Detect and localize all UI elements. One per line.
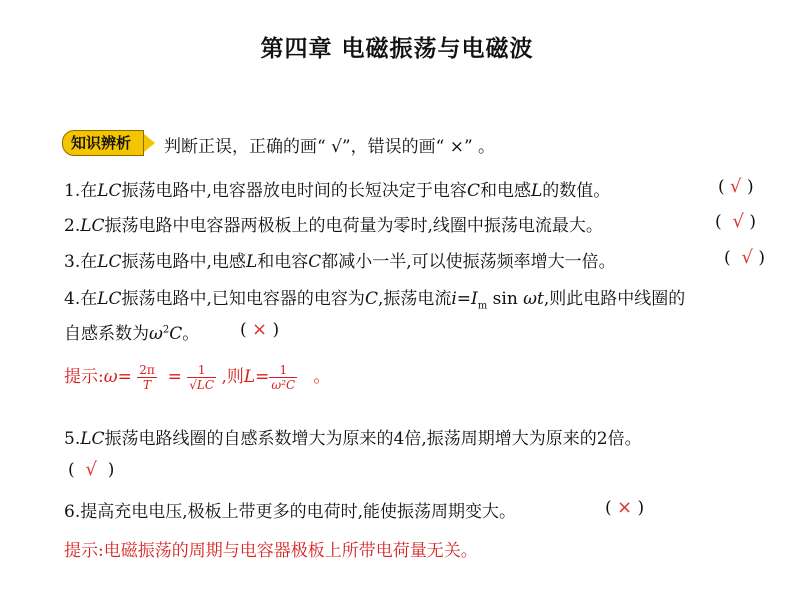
question-1: 1.在LC振荡电路中,电容器放电时间的长短决定于电容C和电感L的数值。 <box>64 181 611 201</box>
check-icon: √ <box>741 247 753 268</box>
fraction-1-over-sqrt-LC: $\frac{1}{√LC}$ <box>189 363 215 392</box>
hint-2: 提示:电磁振荡的周期与电容器极板上所带电荷量无关。 <box>64 541 478 561</box>
fraction-2pi-over-T: $\frac{2\pi}{T}$ <box>139 363 155 392</box>
answer-5: ( √ ) <box>68 459 115 480</box>
fraction-1-over-omega2C: $\frac{1}{\text{ω²C}}$ <box>271 363 296 392</box>
answer-6: ( × ) <box>605 497 645 518</box>
answer-4: ( × ) <box>240 319 280 340</box>
cross-icon: × <box>252 319 268 340</box>
question-2: 2.LC振荡电路中电容器两极板上的电荷量为零时,线圈中振荡电流最大。 <box>64 216 603 236</box>
answer-2: ( √ ) <box>715 211 756 232</box>
question-4-continued: 自感系数为$\omega^2C$。 <box>64 324 200 344</box>
answer-1: ( √ ) <box>718 176 754 197</box>
question-3: 3.在LC振荡电路中,电感L和电容C都减小一半,可以使振荡频率增大一倍。 <box>64 252 616 272</box>
check-icon: √ <box>85 459 97 480</box>
instruction-text: 判断正误，正确的画“ √”，错误的画“ ×” 。 <box>164 137 496 157</box>
question-5: 5.LC振荡电路线圈的自感系数增大为原来的4倍,振荡周期增大为原来的2倍。 <box>64 429 642 449</box>
knowledge-badge: 知识辨析 <box>62 130 144 156</box>
check-icon: √ <box>730 176 742 197</box>
check-icon: √ <box>732 211 744 232</box>
answer-3: ( √ ) <box>724 247 765 268</box>
cross-icon: × <box>617 497 633 518</box>
hint-1: 提示:ω= $\frac{2\pi}{T}$ = $\frac{1}{√LC}$ ,则L= $\frac{1}{\text{ω²C}}$ 。 <box>64 363 331 392</box>
question-4: 4.在LC振荡电路中,已知电容器的电容为C,振荡电流$i=I_m$ sin ωt,则此电路中线圈的 <box>64 289 686 312</box>
question-6: 6.提高充电电压,极板上带更多的电荷时,能使振荡周期变大。 <box>64 502 517 522</box>
page-title: 第四章 电磁振荡与电磁波 <box>260 36 534 62</box>
